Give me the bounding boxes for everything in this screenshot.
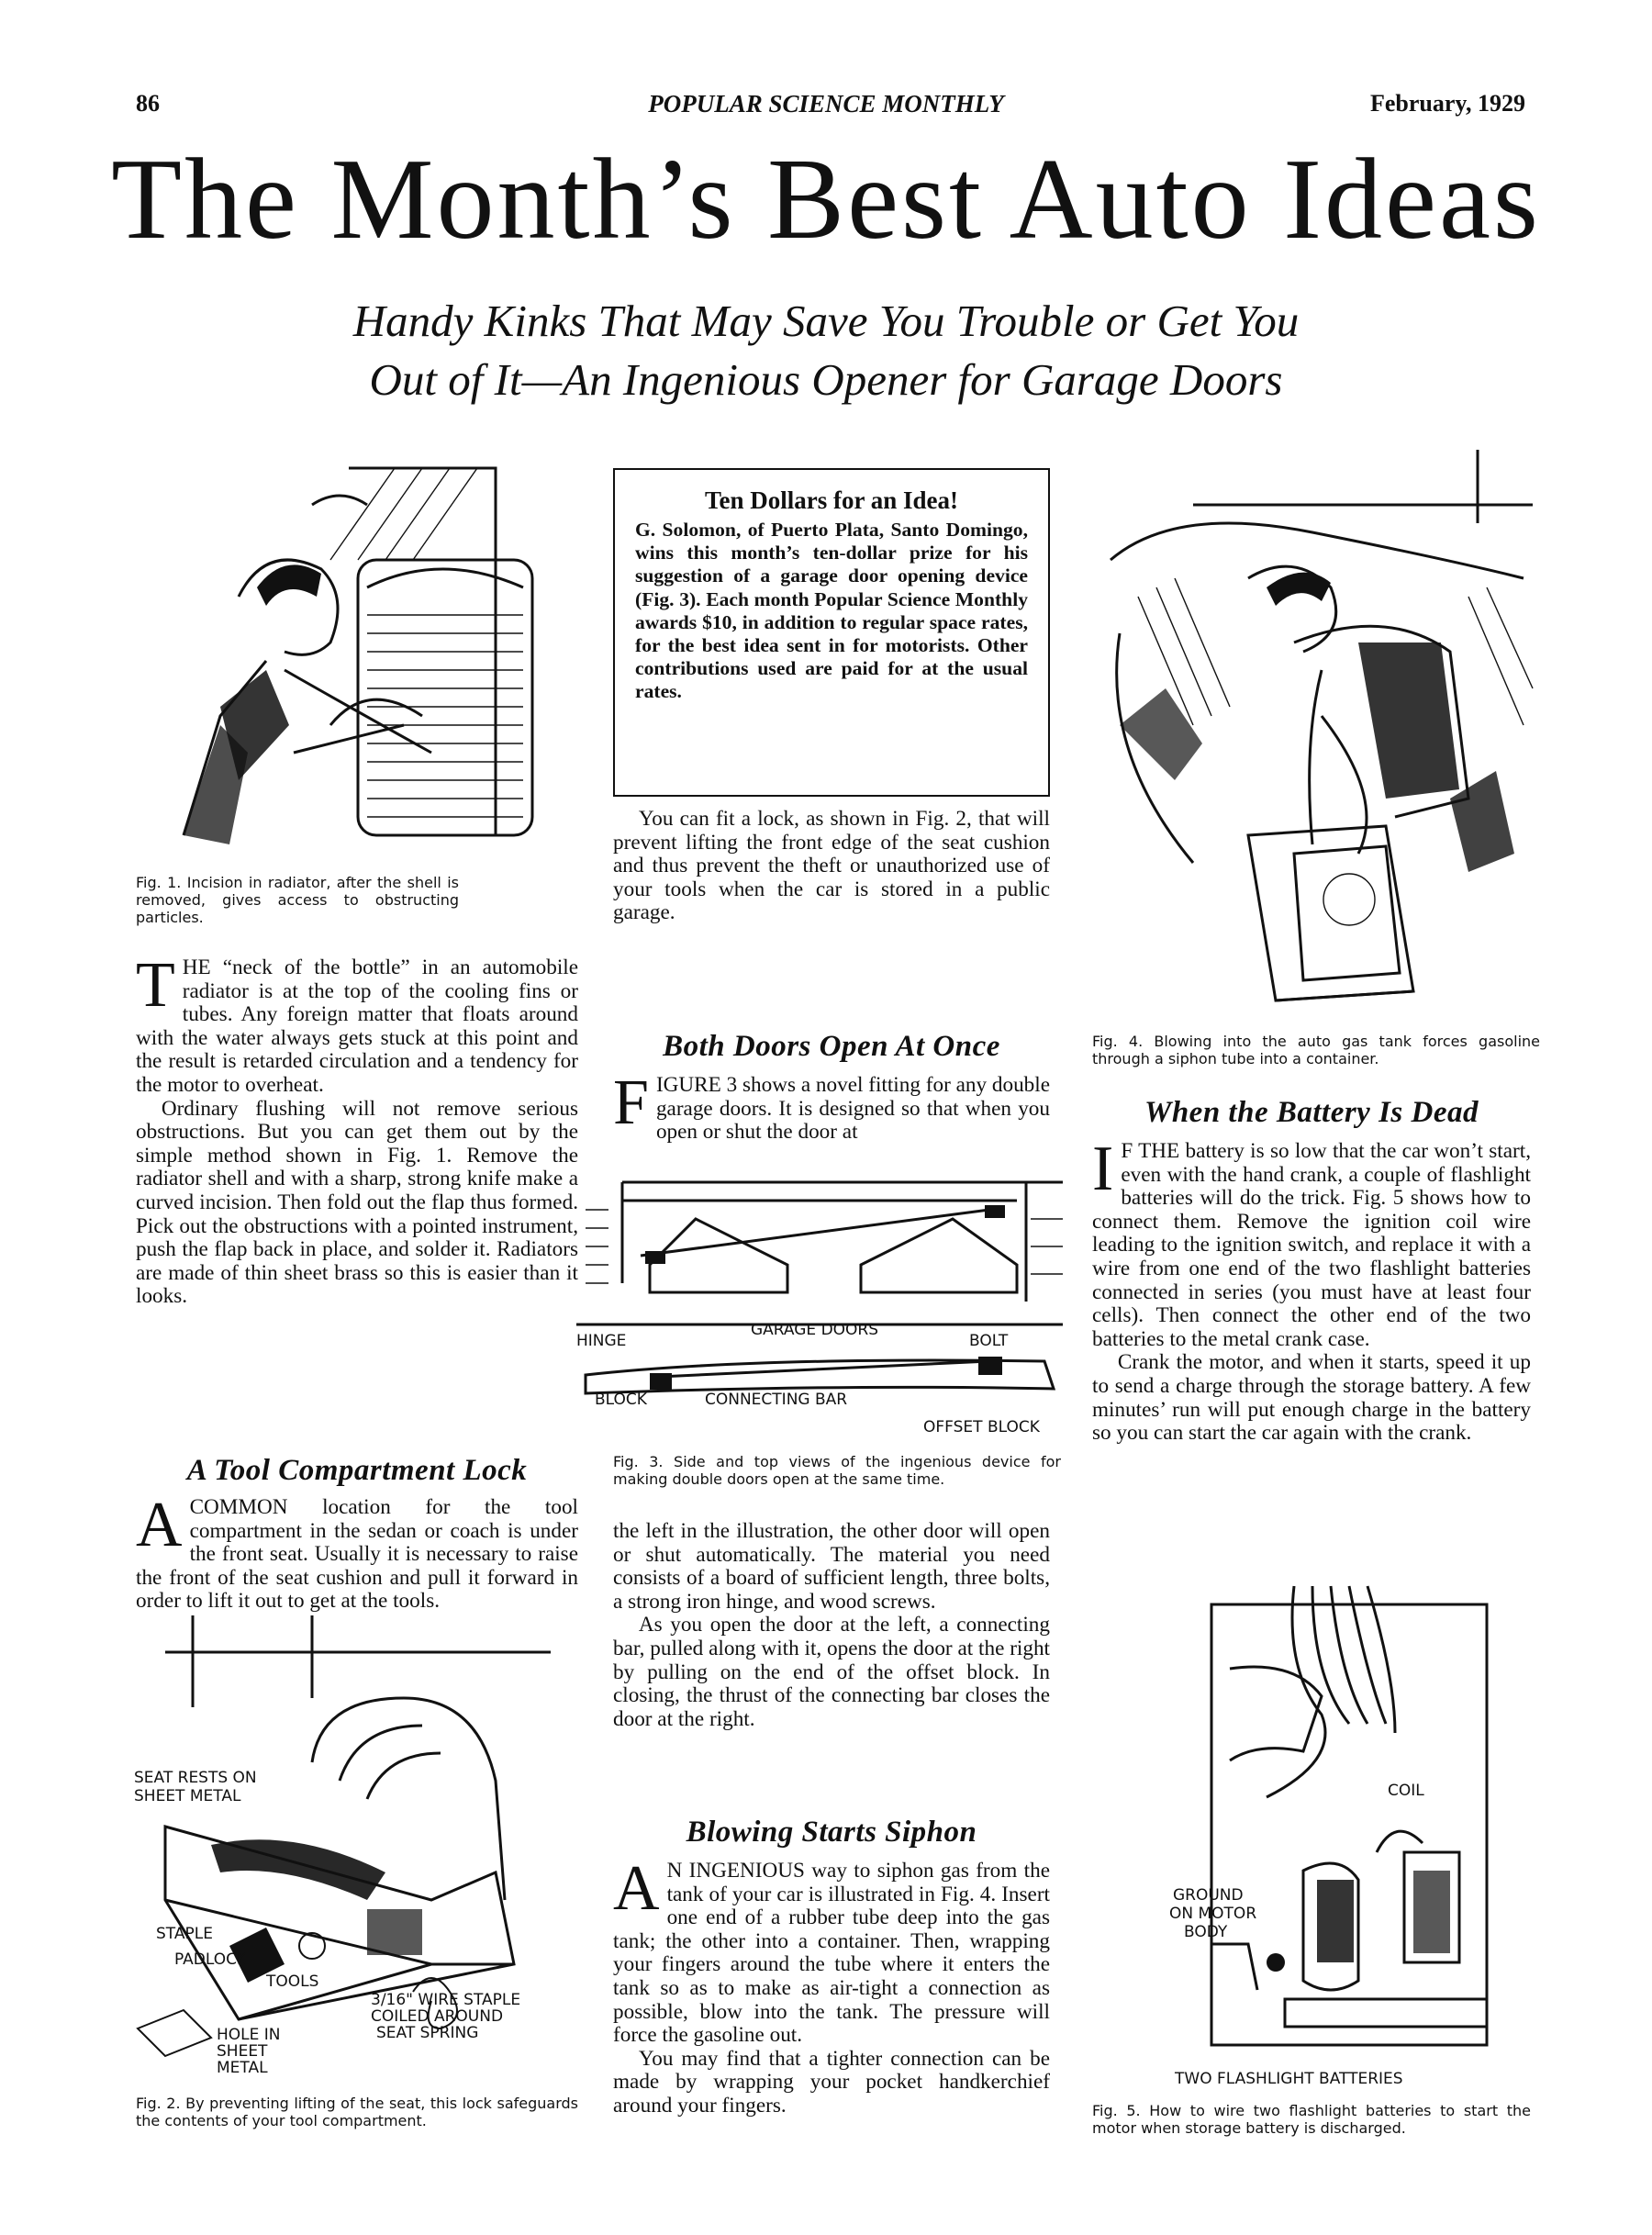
fig2-label-wire-3: SEAT SPRING [376, 2024, 479, 2042]
doors-text-1a: 3 shows a novel fitting for any double garage doors. It is designed so that when you open or shut the door at [655, 1073, 1051, 1145]
siphon-text-1: way to siphon gas from the tank of your car is illustrated in Fig. 4. Insert one end of a rubber tube deep into the gas tank; the other into a container. Then, wrapping your fingers around the tube where it enters the tank so as to make as air-tight a connection as possible, blow into the tank. The pressure will force the gasoline out. [613, 1859, 1050, 2048]
fig5-label-coil: COIL [1388, 1782, 1424, 1800]
fig2-label-hole-1: HOLE IN [217, 2026, 281, 2044]
fig1-radiator-illustration [128, 450, 541, 872]
fig5-label-ground-1: GROUND [1173, 1886, 1244, 1905]
doors-paragraph-2: As you open the door at the left, a connecting bar, pulled along with it, opens the door at the right by pulling on the end of the offset block. In closing, the thrust of the connecting bar closes the door at the right. [613, 1613, 1050, 1731]
fig2-label-padlock: PADLOCK [174, 1950, 248, 1969]
fig2-label-hole-3: METAL [217, 2059, 268, 2077]
dropcap-f: F [613, 1067, 649, 1138]
intro-paragraph-2: Ordinary flushing will not remove serious obstructions. But you can get them out by the simple method shown in Fig. 1. Remove the radiator shell and with a sharp, strong knife make a curved incision. Then fold out the flap thus formed. Pick out the obstructions with a pointed instrument, push the flap back in place, and solder it. Radiators are made of thin sheet brass so this is easier than it looks. [136, 1096, 578, 1309]
dropcap-i: I [1092, 1134, 1114, 1204]
fig5-label-ground-3: BODY [1184, 1923, 1228, 1941]
intro-paragraph-1 [136, 950, 579, 1098]
battery-lead: F THE [1121, 1139, 1180, 1163]
doors-paragraph-1 [613, 1067, 1051, 1145]
magazine-title: POPULAR SCIENCE MONTHLY [648, 90, 1004, 117]
prize-body: G. Solomon, of Puerto Plata, Santo Domingo, wins this month’s ten-dollar prize for his suggestion of a garage door opening device (Fig. 3). Each month Popular Science Monthly awards $10, in addition to regular space rates, for the best idea sent in for motorists. Other contributions used are paid for at the usual rates. [635, 519, 1028, 703]
dropcap-a: A [136, 1490, 183, 1560]
fig1-caption: Fig. 1. Incision in radiator, after the shell is removed, gives access to obstructing particles. [136, 874, 459, 926]
battery-text [1092, 1134, 1531, 1446]
battery-text-1: battery is so low that the car won’t start, even with the hand crank, a couple of flashlight batteries will do the trick. Fig. 5 shows how to connect them. Remove the ignition coil wire leading to the ignition switch, and replace it with a wire from one end of the two flashlight batteries connected in series (you must have at least four cells). Then connect the other end of the two batteries to the metal crank case. [1092, 1139, 1531, 1351]
fig3-label-bolt: BOLT [969, 1332, 1009, 1350]
siphon-section [613, 1814, 1050, 1850]
tool-lock-text [136, 1490, 578, 1614]
dropcap-t: T [136, 950, 175, 1021]
prize-title: Ten Dollars for an Idea! [704, 486, 959, 514]
tool-lock-lead: COMMON [189, 1495, 288, 1519]
siphon-paragraph-2: You may find that a tighter connection can be made by wrapping your pocket handkerchief around your fingers. [613, 2046, 1050, 2118]
fig3-label-block: BLOCK [595, 1391, 647, 1409]
fig3-label-garage-doors: GARAGE DOORS [751, 1321, 879, 1339]
tool-lock-paragraph-1 [136, 1490, 578, 1614]
fig4-caption: Fig. 4. Blowing into the auto gas tank forces gasoline through a siphon tube into a container. [1092, 1033, 1540, 1067]
siphon-heading: Blowing Starts Siphon [686, 1816, 977, 1849]
fig5-battery-wiring-illustration [1156, 1577, 1524, 2091]
issue-date: February, 1929 [1370, 90, 1525, 117]
fig5-label-ground-2: ON MOTOR [1169, 1905, 1257, 1923]
doors-text-1 [613, 1067, 1051, 1145]
subtitle-line-1: Handy Kinks That May Save You Trouble or Get You [352, 296, 1300, 346]
fig2-caption: Fig. 2. By preventing lifting of the seat, this lock safeguards the contents of your tool compartment. [136, 2095, 578, 2129]
battery-heading: When the Battery Is Dead [1144, 1096, 1479, 1129]
siphon-paragraph-1 [613, 1853, 1050, 2048]
doors-lead: IGURE [655, 1073, 721, 1097]
fig2-label-wire-1: 3/16" WIRE STAPLE [371, 1991, 521, 2009]
prize-box [613, 468, 1050, 797]
intro-lead: HE [182, 955, 211, 979]
fig3-label-connecting-bar: CONNECTING BAR [705, 1391, 848, 1409]
page-number: 86 [136, 90, 160, 117]
fig2-seat-lock-illustration [128, 1597, 587, 2084]
fig2-label-staple: STAPLE [156, 1925, 213, 1943]
intro-text-1: “neck of the bottle” in an automobile radiator is at the top of the cooling fins or tubes. Any foreign matter that floats around with the water always gets stuck at this point and the result is retarded circulation and a tendency for the motor to overheat. [136, 955, 579, 1097]
fig2-label-hole-2: SHEET [217, 2042, 268, 2061]
siphon-text [613, 1853, 1050, 2118]
doors-heading: Both Doors Open At Once [663, 1030, 1000, 1063]
fig5-label-batteries: TWO FLASHLIGHT BATTERIES [1175, 2070, 1403, 2088]
battery-paragraph-1 [1092, 1134, 1531, 1351]
fig4-siphon-illustration [1083, 450, 1542, 1010]
fig3-label-offset-block: OFFSET BLOCK [923, 1418, 1040, 1436]
doors-section [613, 1028, 1050, 1065]
subtitle [184, 292, 1468, 409]
battery-paragraph-2: Crank the motor, and when it starts, speed it up to send a charge through the storage battery. A few minutes’ run will put enough charge in the battery so you can start the car again with the crank. [1092, 1350, 1531, 1446]
battery-section [1092, 1094, 1531, 1131]
fig3-garage-door-diagram [567, 1164, 1070, 1439]
fig3-label-hinge: HINGE [576, 1332, 627, 1350]
tool-lock-section [136, 1452, 578, 1489]
subtitle-line-2: Out of It—An Ingenious Opener for Garage Doors [369, 354, 1283, 405]
tool-lock-paragraph-2: You can fit a lock, as shown in Fig. 2, that will prevent lifting the front edge of the seat cushion and thus prevent the theft or unauthorized use of your tools when the car is stored in a public garage. [613, 807, 1050, 925]
tool-lock-heading: A Tool Compartment Lock [186, 1454, 528, 1487]
page-title: The Month’s Best Auto Ideas [111, 136, 1541, 263]
fig2-label-tools: TOOLS [266, 1972, 319, 1991]
doors-text-2 [613, 1520, 1050, 1731]
dropcap-a2: A [613, 1853, 660, 1924]
article-intro [136, 950, 579, 1309]
fig5-caption: Fig. 5. How to wire two flashlight batteries to start the motor when storage battery is discharged. [1092, 2102, 1531, 2137]
doors-paragraph-1b: the left in the illustration, the other door will open or shut automatically. The material you need consists of a board of sufficient length, three bolts, a strong iron hinge, and wood screws. [613, 1519, 1050, 1614]
fig2-label-wire-2: COILED AROUND [371, 2007, 504, 2026]
siphon-lead: N INGENIOUS [666, 1859, 805, 1883]
fig2-label-seat-rests-1: SEAT RESTS ON [134, 1769, 257, 1787]
fig3-caption: Fig. 3. Side and top views of the ingenious device for making double doors open at the same time. [613, 1453, 1061, 1488]
fig2-label-seat-rests-2: SHEET METAL [134, 1787, 241, 1805]
tool-lock-text-1: location for the tool compartment in the sedan or coach is under the front seat. Usually it is necessary to raise the front of the seat cushion and pull it forward in order to lift it out to get at the tools. [136, 1495, 578, 1614]
tool-lock-continued [613, 808, 1050, 925]
